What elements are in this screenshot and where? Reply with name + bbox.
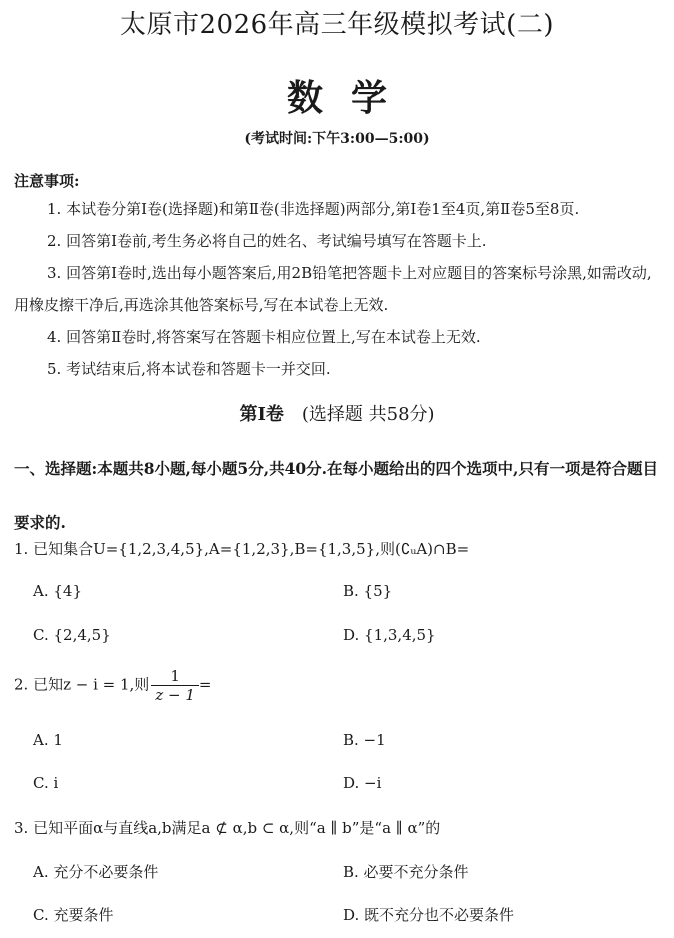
question-1-option-b: B. {5} [343,582,393,600]
question-3-option-b: B. 必要不充分条件 [343,863,469,881]
question-3-option-d: D. 既不充分也不必要条件 [343,906,515,924]
question-2-stem-suffix: = [198,675,212,694]
notice-heading: 注意事项: [14,172,80,190]
exam-time: (考试时间:下午3:00—5:00) [244,131,430,147]
notice-list [14,193,664,385]
question-1-option-a: A. {4} [33,582,82,600]
question-3-stem: 3. 已知平面α与直线a,b满足a ⊄ α,b ⊂ α,则“a ∥ b”是“a ∥ α”的 [14,819,441,837]
part-name: 第Ⅰ卷 [239,404,284,425]
question-1-option-c: C. {2,4,5} [33,626,111,644]
question-2-stem [14,667,211,704]
question-2-stem-prefix: 2. 已知z − i = 1,则 [14,675,150,694]
question-3-option-c: C. 充要条件 [33,906,114,924]
subject-title: 数学 [286,77,415,119]
question-1-stem: 1. 已知集合U={1,2,3,4,5},A={1,2,3},B={1,3,5},则(∁ᵤA)∩B= [14,540,470,558]
fraction-numerator: 1 [170,667,180,685]
question-1-option-d: D. {1,3,4,5} [343,626,436,644]
question-2-option-a: A. 1 [33,731,63,749]
notice-item: 3. 回答第Ⅰ卷时,选出每小题答案后,用2B铅笔把答题卡上对应题目的答案标号涂黑,如需改动,用橡皮擦干净后,再选涂其他答案标号,写在本试卷上无效. [14,264,652,314]
question-2-option-c: C. i [33,774,59,792]
question-3-option-a: A. 充分不必要条件 [33,863,159,881]
part-heading [0,400,674,426]
notice-item: 1. 本试卷分第Ⅰ卷(选择题)和第Ⅱ卷(非选择题)两部分,第Ⅰ卷1至4页,第Ⅱ卷5至8页. [47,200,580,218]
part-desc: (选择题 共58分) [301,404,435,425]
notice-item: 2. 回答第Ⅰ卷前,考生务必将自己的姓名、考试编号填写在答题卡上. [47,232,487,250]
question-2-option-d: D. −i [343,774,382,792]
question-2-option-b: B. −1 [343,731,386,749]
notice-item: 4. 回答第Ⅱ卷时,将答案写在答题卡相应位置上,写在本试卷上无效. [47,328,481,346]
fraction-denominator: z − 1 [151,685,199,704]
section-instructions: 一、选择题:本题共8小题,每小题5分,共40分.在每小题给出的四个选项中,只有一项是符合题目要求的. [14,459,658,532]
notice-item: 5. 考试结束后,将本试卷和答题卡一并交回. [47,360,331,378]
question-2-fraction [151,667,199,704]
exam-title: 太原市2026年高三年级模拟考试(二) [120,10,554,40]
